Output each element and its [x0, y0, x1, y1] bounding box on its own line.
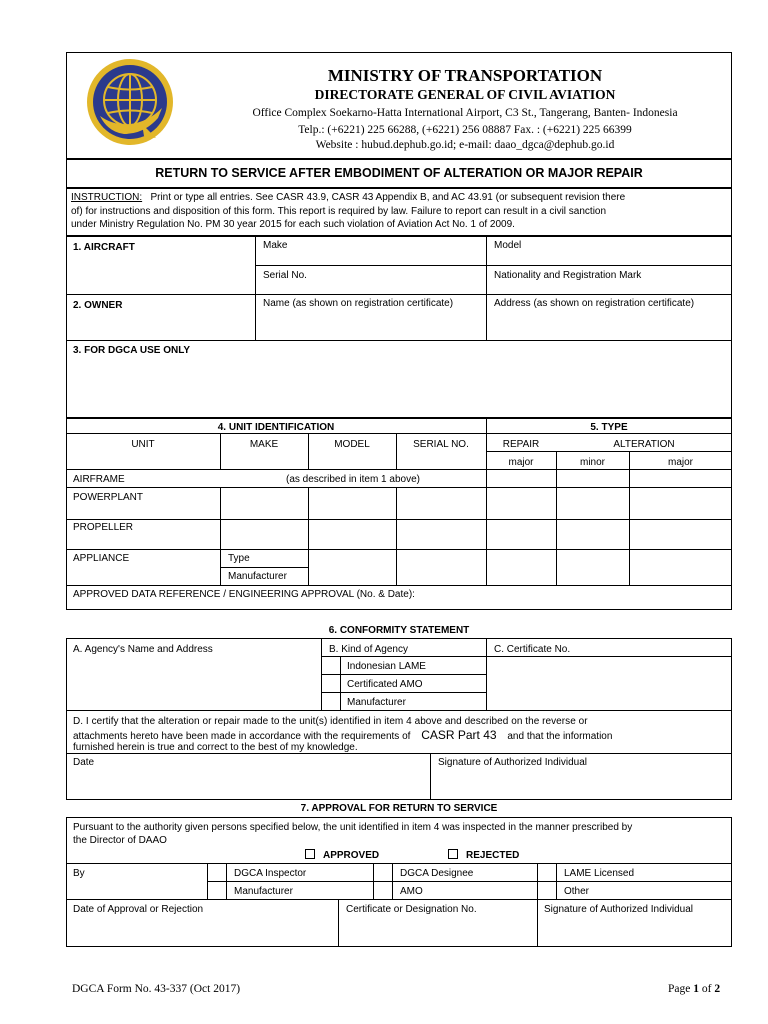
approval-signature-field[interactable]: Signature of Authorized Individual [544, 904, 693, 915]
sub-major-repair: major [508, 457, 534, 468]
certify-casr-part: CASR Part 43 [421, 728, 497, 742]
appliance-manufacturer-field[interactable]: Manufacturer [228, 571, 287, 582]
rejected-label: REJECTED [466, 850, 520, 861]
row-propeller: PROPELLER [73, 522, 134, 533]
page-prefix: Page [668, 983, 694, 995]
approval-text-1: Pursuant to the authority given persons specified below, the unit identified in item 4 was inspected in the manner prescribed by [73, 822, 633, 833]
owner-name-field[interactable]: Name (as shown on registration certificate) [263, 298, 454, 309]
kind-manufacturer-option[interactable]: Manufacturer [347, 697, 406, 708]
approved-checkbox-icon[interactable] [305, 849, 315, 859]
row-appliance: APPLIANCE [73, 553, 130, 564]
instruction-label: INSTRUCTION: [71, 192, 143, 203]
type-heading: 5. TYPE [590, 422, 628, 433]
rejected-checkbox[interactable] [443, 848, 524, 864]
sub-minor-alteration: minor [579, 457, 605, 468]
unit-id-heading: 4. UNIT IDENTIFICATION [217, 422, 335, 433]
other-option[interactable]: Other [564, 886, 590, 897]
certify-line-1: D. I certify that the alteration or repair made to the unit(s) identified in item 4 above and described on the reverse or [73, 716, 588, 727]
col-unit: UNIT [131, 439, 155, 450]
airframe-note: (as described in item 1 above) [286, 474, 420, 485]
manufacturer-option[interactable]: Manufacturer [234, 886, 293, 897]
kind-lame-option[interactable]: Indonesian LAME [347, 661, 426, 672]
approved-label: APPROVED [323, 850, 380, 861]
aircraft-heading: 1. AIRCRAFT [73, 242, 135, 253]
date-of-approval-field[interactable]: Date of Approval or Rejection [73, 904, 204, 915]
form-number: DGCA Form No. 43-337 (Oct 2017) [72, 983, 241, 995]
certificate-no-field[interactable]: C. Certificate No. [494, 644, 571, 655]
page-current: 1 [693, 983, 699, 995]
aircraft-nationality-field[interactable]: Nationality and Registration Mark [494, 270, 642, 281]
approval-text-2: the Director of DAAO [73, 835, 167, 846]
col-repair: REPAIR [502, 439, 540, 450]
kind-of-agency-label: B. Kind of Agency [329, 644, 408, 655]
col-model: MODEL [334, 439, 370, 450]
instruction-text-1: Print or type all entries. See CASR 43.9, CASR 43 Appendix B, and AC 43.91 (or subsequent revision there [150, 192, 626, 203]
col-alteration: ALTERATION [613, 439, 675, 450]
phone-fax: Telp.: (+6221) 225 66288, (+6221) 256 08887 Fax. : (+6221) 225 66399 [298, 124, 632, 136]
lame-licensed-option[interactable]: LAME Licensed [564, 868, 635, 879]
row-powerplant: POWERPLANT [73, 492, 144, 503]
directorate-title: DIRECTORATE GENERAL OF CIVIL AVIATION [314, 87, 616, 102]
page-indicator [668, 983, 720, 995]
conformity-date-field[interactable]: Date [73, 757, 95, 768]
sub-major-alteration: major [667, 457, 693, 468]
agency-name-field[interactable]: A. Agency's Name and Address [73, 644, 213, 655]
rejected-checkbox-icon[interactable] [448, 849, 458, 859]
instruction-line-3: under Ministry Regulation No. PM 30 year 2015 for each such violation of Aviation Act No. 1 of 2009. [71, 219, 515, 230]
certificate-designation-field[interactable]: Certificate or Designation No. [346, 904, 477, 915]
certify-text-2a: attachments hereto have been made in accordance with the requirements of [73, 731, 411, 742]
amo-option[interactable]: AMO [400, 886, 423, 897]
appliance-type-field[interactable]: Type [228, 553, 250, 564]
dgca-logo [84, 56, 176, 148]
col-make: MAKE [249, 439, 279, 450]
aircraft-model-field[interactable]: Model [494, 240, 522, 251]
aircraft-serial-field[interactable]: Serial No. [263, 270, 307, 281]
page-total: 2 [714, 983, 721, 995]
row-airframe: AIRFRAME [73, 474, 125, 485]
page-of: of [698, 983, 715, 995]
dgca-inspector-option[interactable]: DGCA Inspector [234, 868, 307, 879]
aircraft-make-field[interactable]: Make [263, 240, 288, 251]
col-serial: SERIAL NO. [413, 439, 469, 450]
owner-heading: 2. OWNER [73, 300, 123, 311]
website-email: Website : hubud.dephub.go.id; e-mail: daao_dgca@dephub.go.id [315, 139, 615, 151]
by-label: By [73, 868, 85, 879]
form-title: RETURN TO SERVICE AFTER EMBODIMENT OF ALTERATION OR MAJOR REPAIR [155, 166, 643, 180]
approved-data-reference[interactable]: APPROVED DATA REFERENCE / ENGINEERING APPROVAL (No. & Date): [73, 589, 415, 600]
conformity-heading: 6. CONFORMITY STATEMENT [328, 625, 470, 636]
approved-checkbox[interactable] [300, 848, 384, 864]
ministry-title: MINISTRY OF TRANSPORTATION [327, 66, 603, 85]
approval-heading: 7. APPROVAL FOR RETURN TO SERVICE [300, 803, 498, 814]
conformity-signature-field[interactable]: Signature of Authorized Individual [438, 757, 587, 768]
instruction-line-1 [68, 192, 730, 204]
office-address: Office Complex Soekarno-Hatta International Airport, C3 St., Tangerang, Banten- Indonesia [252, 107, 678, 119]
aircraft-owner-box [66, 236, 732, 418]
instruction-line-2: of) for instructions and disposition of this form. This report is required by law. Failure to report can result in a civil sanction [71, 206, 607, 217]
kind-amo-option[interactable]: Certificated AMO [347, 679, 423, 690]
certify-line-3: furnished herein is true and correct to the best of my knowledge. [73, 742, 358, 753]
dgca-designee-option[interactable]: DGCA Designee [400, 868, 474, 879]
dgca-use-heading: 3. FOR DGCA USE ONLY [73, 345, 191, 356]
owner-address-field[interactable]: Address (as shown on registration certificate) [494, 298, 695, 309]
certify-text-2c: and that the information [507, 731, 613, 742]
